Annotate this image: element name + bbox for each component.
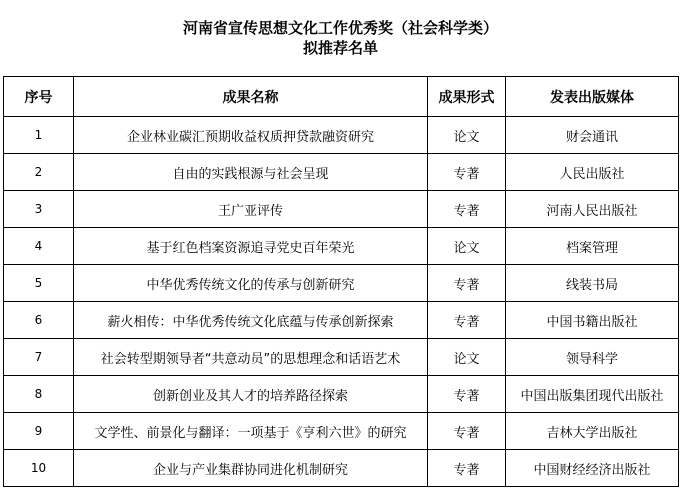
document-title	[0, 0, 681, 76]
table-row	[4, 376, 679, 413]
cell-name: 薪火相传：中华优秀传统文化底蕴与传承创新探索	[74, 302, 428, 339]
table-row	[4, 265, 679, 302]
recommendation-table	[3, 76, 679, 487]
table-row	[4, 228, 679, 265]
table-row	[4, 191, 679, 228]
cell-media: 财会通讯	[506, 117, 679, 154]
cell-media: 中国出版集团现代出版社	[506, 376, 679, 413]
cell-media: 线装书局	[506, 265, 679, 302]
cell-media: 档案管理	[506, 228, 679, 265]
cell-form: 论文	[428, 228, 506, 265]
title-line-1: 河南省宣传思想文化工作优秀奖（社会科学类）	[182, 19, 498, 37]
cell-media: 人民出版社	[506, 154, 679, 191]
cell-form: 专著	[428, 302, 506, 339]
cell-name: 自由的实践根源与社会呈现	[74, 154, 428, 191]
header-form: 成果形式	[428, 77, 506, 117]
cell-name: 文学性、前景化与翻译：一项基于《亨利六世》的研究	[74, 413, 428, 450]
cell-name: 基于红色档案资源追寻党史百年荣光	[74, 228, 428, 265]
table-row	[4, 450, 679, 487]
table-row	[4, 117, 679, 154]
cell-media: 领导科学	[506, 339, 679, 376]
title-line-2: 拟推荐名单	[302, 39, 378, 57]
cell-form: 专著	[428, 376, 506, 413]
cell-index: 1	[4, 117, 74, 154]
cell-index: 5	[4, 265, 74, 302]
cell-name: 创新创业及其人才的培养路径探索	[74, 376, 428, 413]
cell-form: 专著	[428, 413, 506, 450]
table-header-row	[4, 77, 679, 117]
cell-index: 7	[4, 339, 74, 376]
cell-form: 专著	[428, 191, 506, 228]
cell-media: 吉林大学出版社	[506, 413, 679, 450]
cell-form: 论文	[428, 117, 506, 154]
cell-name: 王广亚评传	[74, 191, 428, 228]
cell-name: 社会转型期领导者“共意动员”的思想理念和话语艺术	[74, 339, 428, 376]
header-media: 发表出版媒体	[506, 77, 679, 117]
table-row	[4, 339, 679, 376]
table-row	[4, 302, 679, 339]
cell-name: 企业林业碳汇预期收益权质押贷款融资研究	[74, 117, 428, 154]
cell-index: 6	[4, 302, 74, 339]
cell-index: 4	[4, 228, 74, 265]
table-row	[4, 154, 679, 191]
cell-index: 2	[4, 154, 74, 191]
cell-index: 10	[4, 450, 74, 487]
cell-media: 河南人民出版社	[506, 191, 679, 228]
cell-form: 论文	[428, 339, 506, 376]
cell-media: 中国书籍出版社	[506, 302, 679, 339]
cell-media: 中国财经经济出版社	[506, 450, 679, 487]
cell-index: 8	[4, 376, 74, 413]
cell-name: 企业与产业集群协同进化机制研究	[74, 450, 428, 487]
cell-form: 专著	[428, 265, 506, 302]
cell-name: 中华优秀传统文化的传承与创新研究	[74, 265, 428, 302]
cell-form: 专著	[428, 154, 506, 191]
header-name: 成果名称	[74, 77, 428, 117]
cell-index: 3	[4, 191, 74, 228]
cell-index: 9	[4, 413, 74, 450]
cell-form: 专著	[428, 450, 506, 487]
table-row	[4, 413, 679, 450]
header-index: 序号	[4, 77, 74, 117]
